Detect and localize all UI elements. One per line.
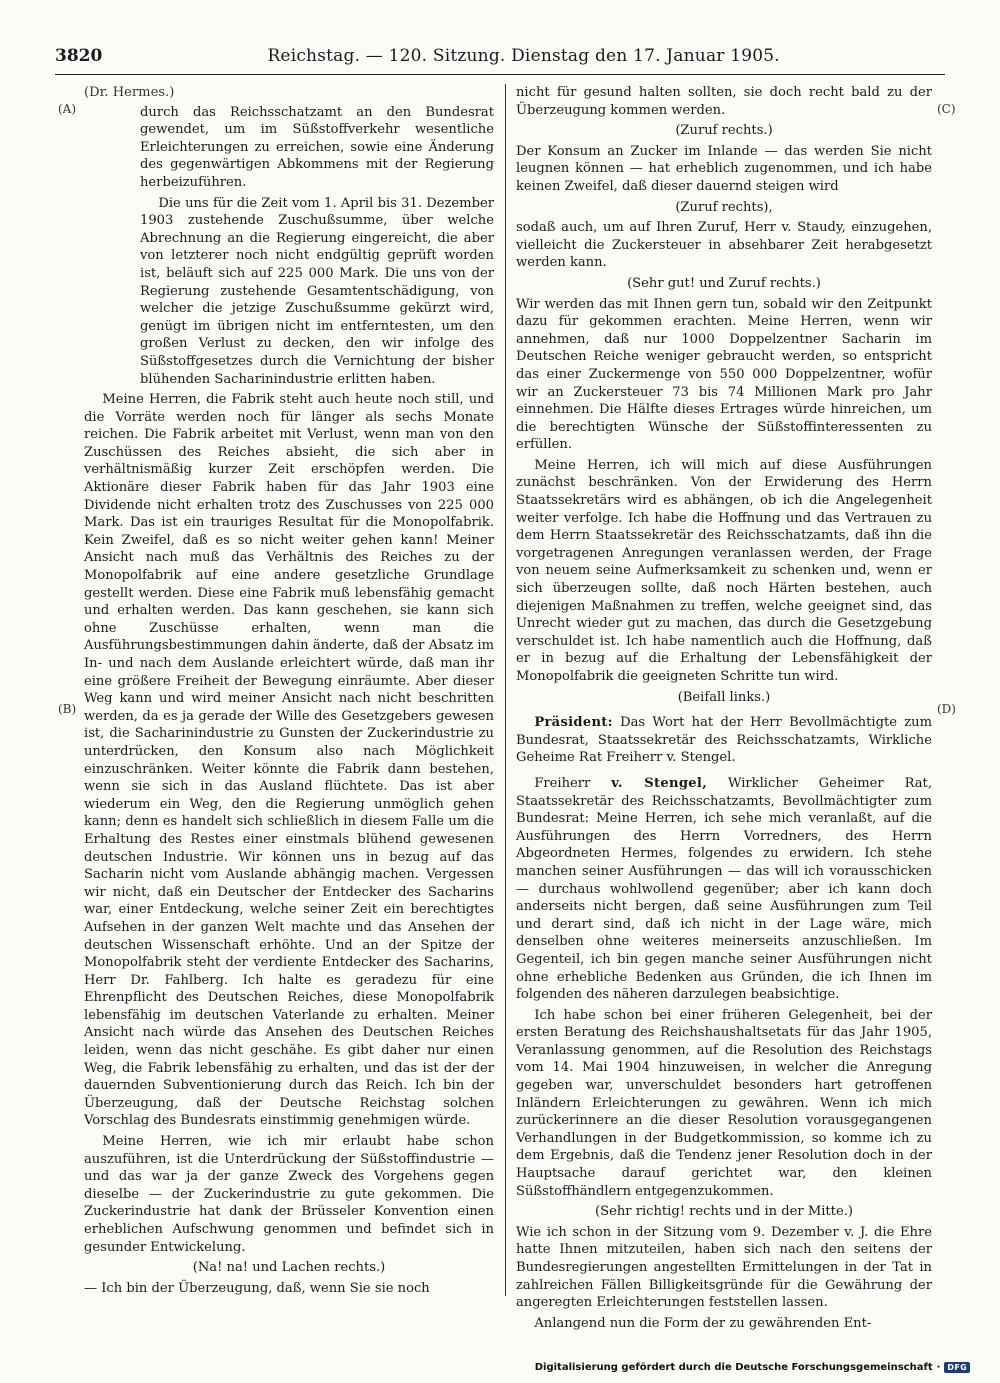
speaker-name: v. Stengel,: [611, 775, 708, 791]
interjection: (Beifall links.): [677, 689, 771, 705]
paragraph: Anlangend nun die Form der zu gewährenden Ent-: [534, 1315, 872, 1331]
paragraph: Ich habe schon bei einer früheren Gelegenheit, bei der ersten Beratung des Reichshaushaltsetats für das Jahr 1905, Veranlassung genommen, auf die Resolution des Reichstags vom 14. Mai 1904 hinzuweisen, in welcher die Anregung gegeben war, unverschuldet besonders hart getroffenen Inländern Erleichterungen zu gewähren. Wenn ich mich zurückerinnere an die dieser Resolution vorausgegangenen Verhandlungen in der Budgetkommission, so komme ich zu dem Ergebnis, daß die Tendenz jener Resolution doch in der Hauptsache darauf gerichtet war, den kleinen Süßstoffhändlern entgegenzukommen.: [516, 1007, 932, 1199]
speaker-note: (Dr. Hermes.): [84, 85, 175, 100]
paragraph: Meine Herren, ich will mich auf diese Ausführungen zunächst beschränken. Von der Erwiderung des Herrn Staatssekretärs wird es abhängen, ob ich die Angelegenheit weiter verfolge. Ich habe die Hoffnung und das Vertrauen zu dem Herrn Staatssekretär des Reichsschatzamts, daß ihn die vorgetragenen Anregungen veranlassen werden, der Frage von neuem seine Aufmerksamkeit zu schenken und, wenn er sich überzeugen sollte, daß noch Härten bestehen, auch diejenigen Maßnahmen zu treffen, welche geeignet sind, das Unrecht wieder gut zu machen, das durch die Gesetzgebung verschuldet ist. Ich habe namentlich auch die Hoffnung, daß er in bezug auf die Erhaltung der Lebensfähigkeit der Monopolfabrik die geeigneten Schritte tun wird.: [516, 457, 932, 684]
interjection: (Zuruf rechts.): [675, 123, 773, 139]
paragraph: Meine Herren, die Fabrik steht auch heute noch still, und die Vorräte werden noch für länger als sechs Monate reichen. Die Fabrik arbeitet mit Verlust, wenn man von den Zuschüssen des Reiches absieht, die sich aber in verhältnismäßig kurzer Zeit erschöpfen werden. Die Aktionäre dieser Fabrik haben für das Jahr 1903 eine Dividende nicht erhalten trotz des Zuschusses von 225 000 Mark. Das ist ein trauriges Resultat für die Monopolfabrik. Kein Zweifel, daß es so nicht weiter gehen kann! Meiner Ansicht nach muß das Verhältnis des Reiches zu der Monopolfabrik auf eine andere gesetzliche Grundlage gestellt werden. Diese eine Fabrik muß lebensfähig gemacht und erhalten werden. Das kann geschehen, sie kann sich ohne Zuschüsse erhalten, wenn man die Ausführungsbestimmungen dahin änderte, daß der Absatz im In- und nach dem Auslande erleichtert würde, daß man ihr eine größere Freiheit der Bewegung einräumte. Aber dieser Weg kann und wird meiner Ansicht nach nicht beschritten werden, da es ja gerade der Wille des Gesetzgebers gewesen ist, die Sacharinindustrie zu Gunsten der Zuckerindustrie zu unterdrücken, den Konsum also nach Möglichkeit einzuschränken. Weiter könnte die Fabrik dann bestehen, wenn sie sich in das Ausland flüchtete. Das ist aber wiederum ein Weg, den die Regierung unmöglich gehen kann; denn es handelt sich schließlich in diesem Falle um die Erhaltung des Restes einer einstmals blühend gewesenen deutschen Industrie. Wir können uns in bezug auf das Sacharin nicht vom Auslande abhängig machen. Vergessen wir nicht, daß ein Deutscher der Entdecker des Sacharins war, einer Entdeckung, welche seiner Zeit ein berechtigtes Aufsehen in der ganzen Welt machte und das Ansehen der deutschen Wissenschaft erhöhte. Und an der Spitze der Monopolfabrik steht der verdiente Entdecker des Sacharins, Herr Dr. Fahlberg. Ich halte es geradezu für eine Ehrenpflicht des Deutschen Reiches, diese Monopolfabrik lebensfähig im deutschen Vaterlande zu erhalten. Meiner Ansicht nach würde das Ansehen des Deutschen Reiches leiden, wenn das nicht geschähe. Es gibt daher nur einen Weg, die Fabrik lebensfähig zu erhalten, und das ist der der dauernden Subventionierung durch das Reich. Ich bin der Überzeugung, daß der Deutsche Reichstag solchen Vorschlag des Bundesrats einstimmig genehmigen würde.: [84, 392, 494, 1129]
margin-marker-d: (D): [937, 702, 956, 716]
paragraph: Meine Herren, wie ich mir erlaubt habe schon auszuführen, ist die Unterdrückung der Süßstoffindustrie — und das war ja der ganze Zweck des Vorgehens gegen dieselbe — der Zuckerindustrie zu gute gekommen. Die Zuckerindustrie hat dank der Brüsseler Konvention einen erheblichen Aufschwung genommen und befindet sich in gesunder Entwickelung.: [84, 1134, 494, 1255]
interjection: (Sehr gut! und Zuruf rechts.): [627, 275, 821, 291]
paragraph: nicht für gesund halten sollten, sie doch recht bald zu der Überzeugung kommen werden.: [516, 85, 932, 118]
interjection: (Na! na! und Lachen rechts.): [192, 1260, 386, 1276]
speaker-title: Freiherr: [534, 775, 591, 791]
right-column: [516, 84, 932, 1331]
running-title: Reichstag. — 120. Sitzung. Dienstag den 17. Januar 1905.: [267, 46, 780, 66]
footer-text: Digitalisierung gefördert durch die Deutsche Forschungsgemeinschaft: [534, 1362, 933, 1373]
interjection: (Zuruf rechts),: [675, 199, 773, 215]
footer-credit: [535, 1362, 970, 1373]
paragraph: Der Konsum an Zucker im Inlande — das werden Sie nicht leugnen können — hat erheblich zugenommen, und ich habe keinen Zweifel, daß dieser dauernd steigen wird: [516, 143, 932, 194]
page-header: [55, 46, 945, 75]
margin-marker-b: (B): [58, 702, 77, 716]
margin-marker-c: (C): [937, 102, 956, 116]
stengel-statement: [516, 775, 932, 1004]
left-column: [84, 84, 494, 1299]
page-number: 3820: [55, 46, 103, 66]
statement-text: Das Wort hat der Herr Bevollmächtigte zum Bundesrat, Staatssekretär des Reichsschatzamts, Wirkliche Geheime Rat Freiherr v. Stengel.: [516, 715, 932, 766]
footer-separator: ·: [936, 1362, 941, 1373]
margin-marker-a: (A): [58, 102, 77, 116]
paragraph: Wir werden das mit Ihnen gern tun, sobald wir den Zeitpunkt dazu für gekommen erachten. Meine Herren, wenn wir annehmen, daß nur 1000 Doppelzentner Sacharin im Deutschen Reiche weniger gebraucht werden, so entspricht das einer Zuckermenge von 550 000 Doppelzentner, wofür wir an Zuckersteuer 73 bis 74 Millionen Mark pro Jahr einnehmen. Die Hälfte dieses Ertrages würde hinreichen, um die berechtigten Wünsche der Süßstoffinteressenten zu erfüllen.: [516, 296, 932, 453]
paragraph: Wie ich schon in der Sitzung vom 9. Dezember v. J. die Ehre hatte Ihnen mitzuteilen, haben sich nach den seitens der Bundesregierungen angestellten Ermittelungen in der Tat in zahlreichen Fällen Billigkeitsgründe für die Gewährung der angeregten Erleichterungen feststellen lassen.: [516, 1224, 932, 1311]
paragraph: Die uns für die Zeit vom 1. April bis 31. Dezember 1903 zustehende Zuschußsumme, über welche Abrechnung an die Regierung eingereicht, die aber von letzterer noch nicht endgültig geprüft worden ist, beläuft sich auf 225 000 Mark. Die uns von der Regierung zustehende Gesamtentschädigung, von welcher die jetzige Zuschußsumme gekürzt wird, genügt im übrigen nicht im entferntesten, um den großen Verlust zu decken, den wir infolge des Süßstoffgesetzes durch die Vernichtung der bisher blühenden Sacharinindustrie erlitten haben.: [140, 195, 494, 387]
column-divider: [505, 84, 506, 1296]
dfg-logo-icon: DFG: [944, 1362, 970, 1373]
president-statement: [516, 714, 932, 767]
statement-text: Wirklicher Geheimer Rat, Staatssekretär des Reichsschatzamts, Bevollmächtigter zum Bundesrat: Meine Herren, ich sehe mich veranlaßt, auf die Ausführungen des Herrn Vorredners, des Herrn Abgeordneten Hermes, folgendes zu erwidern. Ich stehe manchen seiner Ausführungen — das will ich vorausschicken — durchaus wohlwollend gegenüber; aber ich kann doch anderseits nicht bergen, daß seine Ausführungen zum Teil und derart sind, daß ich nicht in der Lage wäre, mich denselben ohne weiteres meinerseits anzuschließen. Im Gegenteil, ich bin gegen manche seiner Ausführungen nicht ohne erhebliche Bedenken aus Gründen, die ich Ihnen im folgenden des näheren darzulegen beabsichtige.: [516, 775, 932, 1003]
paragraph: — Ich bin der Überzeugung, daß, wenn Sie sie noch: [84, 1280, 430, 1296]
speaker-name: Präsident:: [534, 715, 613, 731]
paragraph: sodaß auch, um auf Ihren Zuruf, Herr v. Staudy, einzugehen, vielleicht die Zuckersteuer in absehbarer Zeit herabgesetzt werden kann.: [516, 220, 932, 271]
interjection: (Sehr richtig! rechts und in der Mitte.): [595, 1204, 853, 1220]
paragraph: durch das Reichsschatzamt an den Bundesrat gewendet, um im Süßstoffverkehr wesentliche Erleichterungen zu erreichen, sowie eine Änderung des gegenwärtigen Abkommens mit der Regierung herbeizuführen.: [140, 104, 494, 190]
